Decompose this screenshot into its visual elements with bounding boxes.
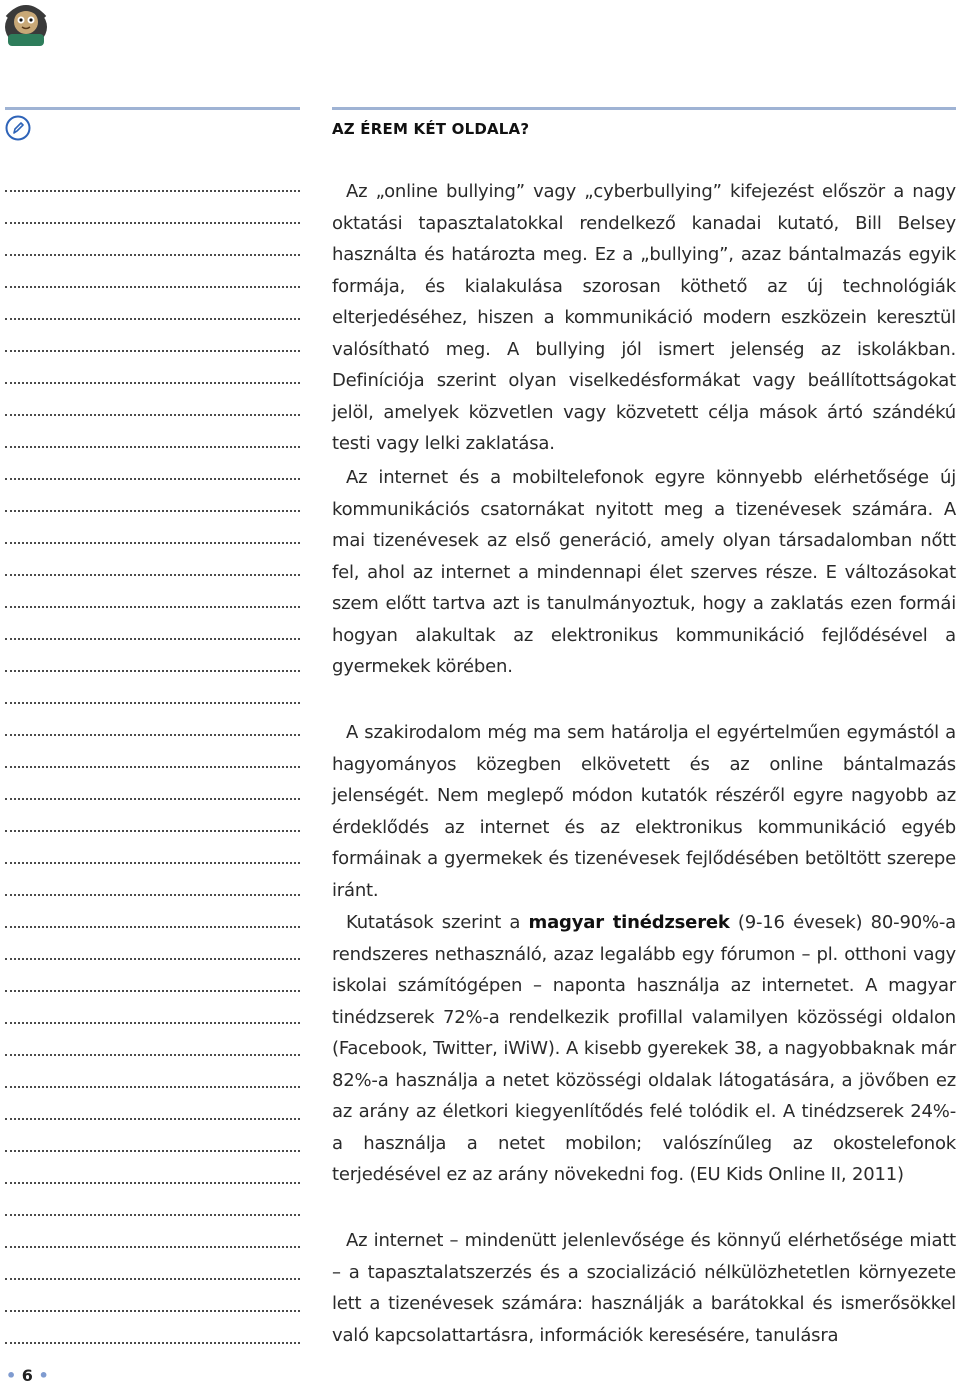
paragraph-5: Az internet – mindenütt jelenlevősége és könnyű elérhetősége miatt – a tapasztalatszerzés és a szocializáció nélkülözhetetlen környezete lett a tizenévesek számára: használják a barátokkal és ismerősökkel való kapcsolattartásra, információk keresésére, tanulásra bbox=[332, 1230, 956, 1346]
note-line bbox=[5, 512, 300, 544]
page-number: • 6 • bbox=[6, 1366, 49, 1385]
note-line bbox=[5, 1312, 300, 1344]
note-line bbox=[5, 896, 300, 928]
note-line bbox=[5, 1248, 300, 1280]
note-line bbox=[5, 960, 300, 992]
note-line bbox=[5, 608, 300, 640]
main-column-top-rule bbox=[332, 107, 956, 110]
note-line bbox=[5, 736, 300, 768]
note-line bbox=[5, 928, 300, 960]
note-line bbox=[5, 864, 300, 896]
note-line bbox=[5, 576, 300, 608]
note-line bbox=[5, 160, 300, 192]
note-line bbox=[5, 768, 300, 800]
note-line bbox=[5, 640, 300, 672]
note-line bbox=[5, 1152, 300, 1184]
note-line bbox=[5, 192, 300, 224]
note-line bbox=[5, 832, 300, 864]
note-line bbox=[5, 1120, 300, 1152]
note-line bbox=[5, 1216, 300, 1248]
paragraph-4: Kutatások szerint a magyar tinédzserek (9-16 évesek) 80-90%-a rendszeres nethasználó, azaz legalább egy fórumon – pl. otthoni vagy iskolai számítógépen – naponta használja az internetet. A magyar tinédzserek 72%-a rendelkezik profillal valamilyen közösségi oldalon (Facebook, Twitter, iWiW). A kisebb gyerekek 38, a nagyobbaknak már 82%-a használja a netet közösségi oldalak látogatására, a jövőben ez az arány az életkori kiegyenlítődés felé tolódik el. A tinédzserek 24%-a használja a netet mobilon; valószínűleg az okostelefonok terjedésével ez az arány növekedni fog. (EU Kids Online II, 2011) bbox=[332, 912, 956, 1185]
note-line bbox=[5, 224, 300, 256]
note-line bbox=[5, 288, 300, 320]
pencil-icon bbox=[5, 115, 31, 141]
mascot-logo-icon bbox=[0, 0, 52, 50]
section-heading: AZ ÉREM KÉT OLDALA? bbox=[332, 120, 530, 138]
note-line bbox=[5, 1280, 300, 1312]
note-line bbox=[5, 1184, 300, 1216]
note-line bbox=[5, 1024, 300, 1056]
note-line bbox=[5, 800, 300, 832]
note-line bbox=[5, 544, 300, 576]
paragraph-1: Az „online bullying” vagy „cyberbullying” kifejezést először a nagy oktatási tapasztalatokkal rendelkező kanadai kutató, Bill Belsey használta és határozta meg. Ez a „bullying”, azaz bántalmazás egyik formája, és kialakulása szorosan köthető az új technológiák elterjedéséhez, hiszen a kommunikáció modern eszközein keresztül valósítható meg. A bullying jól ismert jelenség az iskolákban. Definíciója szerint olyan viselkedésformákat vagy beállítottságokat jelöl, amelyek közvetlen vagy közvetett célja mások ártó szándékú testi vagy lelki zaklatása. bbox=[332, 181, 956, 454]
note-line bbox=[5, 1088, 300, 1120]
note-line bbox=[5, 480, 300, 512]
paragraph-2: Az internet és a mobiltelefonok egyre könnyebb elérhetősége új kommunikációs csatornákat nyitott meg a tizenévesek számára. A mai tizenévesek az első generáció, amely olyan társadalomban nőtt fel, ahol az internet a mindennapi élet szerves része. E változásokat szem előtt tartva azt is tanulmányoztuk, hogy a zaklatás ezen formái hogyan alakultak az elektronikus kommunikáció fejlődésével a gyermekek körében. bbox=[332, 467, 956, 677]
note-line bbox=[5, 448, 300, 480]
note-line bbox=[5, 672, 300, 704]
note-line bbox=[5, 352, 300, 384]
note-line bbox=[5, 256, 300, 288]
notes-lines bbox=[5, 160, 300, 1344]
note-line bbox=[5, 992, 300, 1024]
note-line bbox=[5, 384, 300, 416]
note-line bbox=[5, 704, 300, 736]
left-column-top-rule bbox=[5, 107, 300, 110]
note-line bbox=[5, 1056, 300, 1088]
note-line bbox=[5, 416, 300, 448]
emphasis-text: magyar tinédzserek bbox=[528, 912, 730, 933]
paragraph-3: A szakirodalom még ma sem határolja el egyértelműen egymástól a hagyományos közegben elkövetett és az online bántalmazás jelenségét. Nem meglepő módon kutatók részéről egyre nagyobb az érdeklődés az internet és az elektronikus kommunikáció egyéb formáinak a gyermekek és tizenévesek fejlődésében betöltött szerepe iránt. bbox=[332, 722, 956, 901]
note-line bbox=[5, 320, 300, 352]
